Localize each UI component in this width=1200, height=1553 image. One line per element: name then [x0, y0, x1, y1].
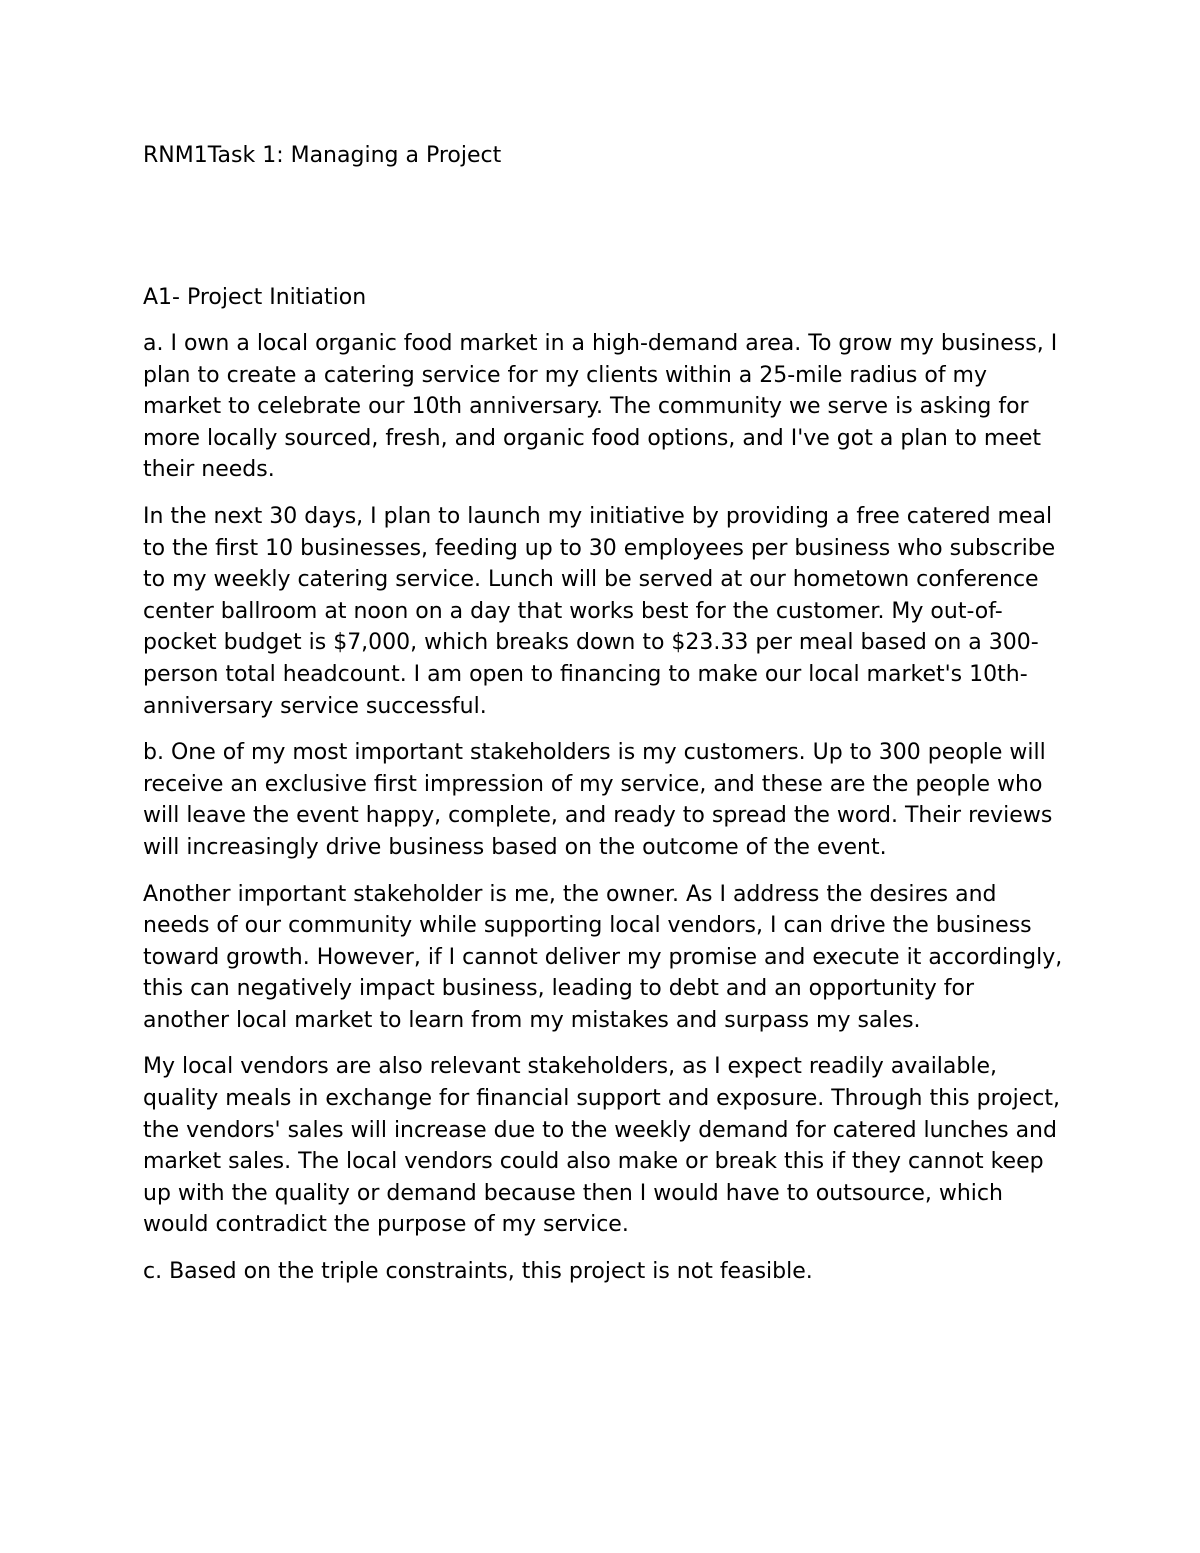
document-body: [143, 140, 1063, 1303]
paragraph-vendor-stakeholders: My local vendors are also relevant stakeholders, as I expect readily available, quality meals in exchange for financial support and exposure. Through this project, the vendors' sales will increase due to the weekly demand for catered lunches and market sales. The local vendors could also make or break this if they cannot keep up with the quality or demand because then I would have to outsource, which would contradict the purpose of my service.: [143, 1054, 1060, 1238]
paragraph-a-intro: a. I own a local organic food market in a high-demand area. To grow my business, I plan to create a catering service for my clients within a 25-mile radius of my market to celebrate our 10th anniversary. The community we serve is asking for more locally sourced, fresh, and organic food options, and I've got a plan to meet their needs.: [143, 331, 1058, 483]
paragraph-b-customers: b. One of my most important stakeholders is my customers. Up to 300 people will receive an exclusive first impression of my service, and these are the people who will leave the event happy, complete, and ready to spread the word. Their reviews will increasingly drive business based on the outcome of the event.: [143, 740, 1053, 860]
paragraph-c-feasibility: c. Based on the triple constraints, this project is not feasible.: [143, 1259, 813, 1285]
document-title: RNM1Task 1: Managing a Project: [143, 143, 502, 168]
paragraph-owner-stakeholder: Another important stakeholder is me, the owner. As I address the desires and needs of our community while supporting local vendors, I can drive the business toward growth. However, if I cannot deliver my promise and execute it accordingly, this can negatively impact business, leading to debt and an opportunity for another local market to learn from my mistakes and surpass my sales.: [143, 881, 1063, 1033]
section-heading: A1- Project Initiation: [143, 285, 367, 310]
paragraph-launch-plan: In the next 30 days, I plan to launch my initiative by providing a free catered meal to the first 10 businesses, feeding up to 30 employees per business who subscribe to my weekly catering service. Lunch will be served at our hometown conference center ballroom at noon on a day that works best for the customer. My out-of-pocket budget is $7,000, which breaks down to $23.33 per meal based on a 300-person total headcount. I am open to financing to make our local market's 10th-anniversary service successful.: [143, 503, 1056, 719]
